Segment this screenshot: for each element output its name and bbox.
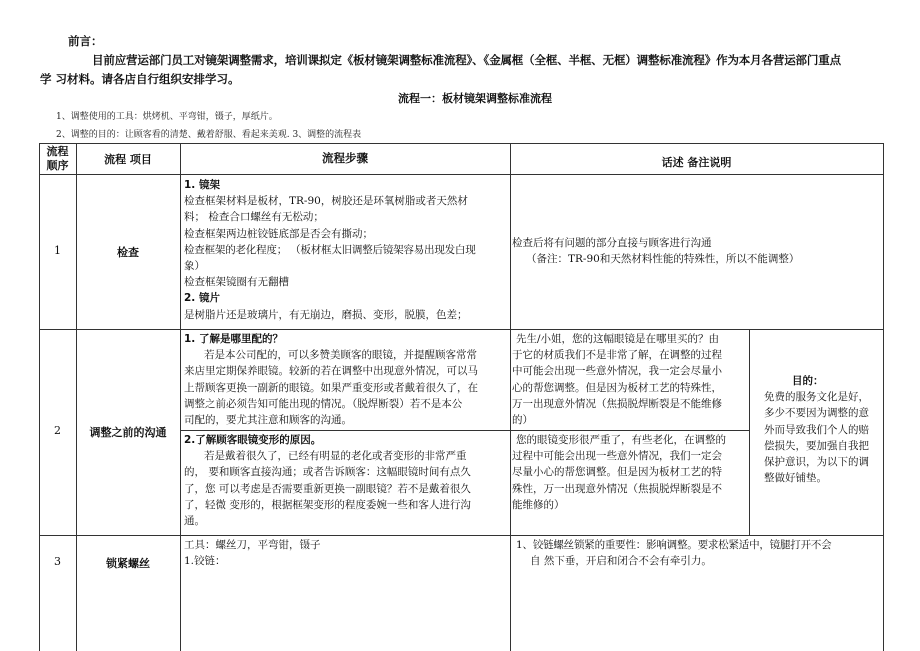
purpose-note: 2、调整的目的：让顾客看的清楚、戴着舒服、看起来美观. 3、调整的流程表 — [56, 130, 362, 140]
preface-line-1: 目前应营运部门员工对镜架调整需求，培训课拟定《板材镜架调整标准流程》、《金属框（全框、半框、无框）调整标准流程》作为本月各营运部门重点 — [92, 53, 841, 67]
row2-order: 2 — [54, 424, 61, 437]
preface-heading: 前言： — [68, 34, 103, 48]
row2-sub1-remarks: 先生/小姐，您的这幅眼镜是在哪里买的？由 于它的材质我们不是非常了解，在调整的过程 中可能会出现一些意外情况，我一定会尽量小 心的帮您调整。但是因为板材工艺的特殊性， 万一出现意外情况（焦损脱焊断裂是不能维修 的） — [512, 333, 722, 427]
row3-steps: 工具：螺丝刀，平弯钳，镊子 1.铰链： — [184, 539, 321, 568]
row2-item: 调整之前的沟通 — [89, 426, 167, 439]
row2-purpose: 目的： 免费的服务文化是好， 多少不要因为调整的意 外而导致我们个人的赔 偿损失，要加强自我把 保护意识，为以下的调 整做好铺垫。 — [752, 373, 880, 486]
header-item: 流程 项目 — [104, 153, 152, 166]
row1-remarks: 检查后将有问题的部分直接与顾客进行沟通 （备注：TR-90和天然材料性能的特殊性，所以不能调整） — [512, 237, 800, 266]
row1-steps: 1. 镜架 检查框架材料是板材，TR-90，树胶还是环氧树脂或者天然材 料； 检查合口螺丝有无松动； 检查框架两边桩铰链底部是否会有撕动； 检查框架的老化程度； （板材框太旧调整后镜架容易出现发白现 象） 检查框架镜圈有无翻槽 2. 镜片 是树脂片还是玻璃片，有无崩边，磨损、变形，脱膜，色差； — [184, 179, 476, 321]
purpose-title: 目的： — [792, 375, 824, 387]
header-remarks: 话述 备注说明 — [661, 156, 732, 169]
row2-sub2-remarks: 您的眼镜变形很严重了，有些老化，在调整的 过程中可能会出现一些意外情况，我们一定会 尽量小心的帮您调整。但是因为板材工艺的特 殊性，万一出现意外情况（焦损脱焊断裂是不 能维修的） — [512, 434, 726, 511]
section-title: 流程一：板材镜架调整标准流程 — [398, 92, 552, 105]
row2-sub1-steps: 1. 了解是哪里配的？ 若是本公司配的，可以多赞美顾客的眼镜，并提醒顾客常常 来店里定期保养眼镜。较新的若在调整中出现意外情况，可以马 上帮顾客更换一副新的眼镜。如果严重变形或者戴着很久了，在 调整之前必须告知可能出现的情况。（脱焊断裂）若不是本公 司配的，要尤其注意和顾客的沟通。 — [184, 333, 478, 427]
header-order: 流程 顺序 — [46, 145, 69, 172]
row1-item: 检查 — [117, 246, 139, 259]
row3-remarks: 1、铰链螺丝锁紧的重要性：影响调整。要求松紧适中，镜腿打开不会 自 然下垂，开启和闭合不会有牵引力。 — [516, 539, 832, 568]
row3-order: 3 — [54, 555, 61, 568]
tools-note: 1、调整使用的工具：烘烤机、平弯钳，镊子，厚纸片。 — [56, 112, 278, 122]
header-steps: 流程步骤 — [322, 151, 368, 165]
row1-order: 1 — [54, 244, 61, 257]
row2-sub2-steps: 2.了解顾客眼镜变形的原因。 若是戴着很久了，已经有明显的老化或者变形的非常严重 的， 要和顾客直接沟通；或者告诉顾客：这幅眼镜时间有点久 了，您 可以考虑是否需要重新更换一副眼镜？若不是戴着很久 了，轻微 变形的，根据框架变形的程度委婉一些和客人进行沟 通。 — [184, 434, 471, 528]
row3-item: 锁紧螺丝 — [106, 557, 150, 570]
preface-line-2: 学 习材料。请各店自行组织安排学习。 — [40, 72, 240, 86]
